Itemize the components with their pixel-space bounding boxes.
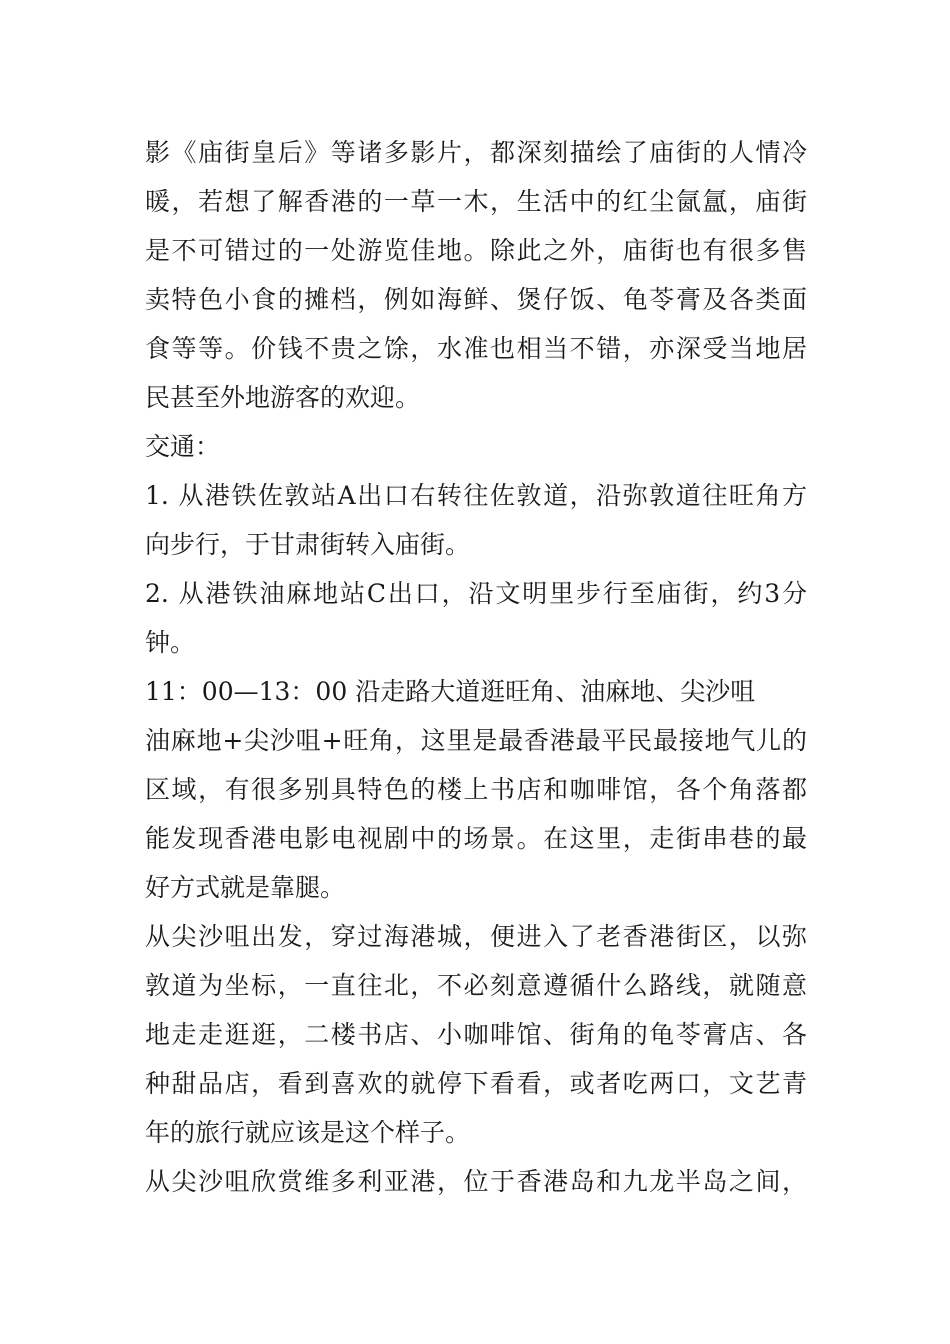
text-line: 从尖沙咀欣赏维多利亚港，位于香港岛和九龙半岛之间，: [145, 1167, 807, 1196]
text-line: 地走走逛逛，二楼书店、小咖啡馆、街角的龟苓膏店、各: [145, 1020, 807, 1049]
text-line: 油麻地+尖沙咀+旺角，这里是最香港最平民最接地气儿的: [145, 726, 807, 755]
text-line: 是不可错过的一处游览佳地。除此之外，庙街也有很多售: [145, 236, 807, 265]
list-item-continuation: 向步行，于甘肃街转入庙街。: [145, 530, 471, 559]
list-item: 1. 从港铁佐敦站A出口右转往佐敦道，沿弥敦道往旺角方: [145, 481, 807, 510]
document-body: [145, 128, 807, 1206]
text-line: 影《庙街皇后》等诸多影片，都深刻描绘了庙街的人情冷: [145, 138, 807, 167]
text-line: 从尖沙咀出发，穿过海港城，便进入了老香港街区，以弥: [145, 922, 807, 951]
text-line: 暖，若想了解香港的一草一木，生活中的红尘氤氲，庙街: [145, 187, 807, 216]
text-line: 敦道为坐标，一直往北，不必刻意遵循什么路线，就随意: [145, 971, 807, 1000]
section-heading: 交通：: [145, 432, 221, 461]
schedule-heading: 11：00—13：00 沿走路大道逛旺角、油麻地、尖沙咀: [145, 677, 756, 706]
list-item-continuation: 钟。: [145, 628, 196, 657]
text-line: 卖特色小食的摊档，例如海鲜、煲仔饭、龟苓膏及各类面: [145, 285, 807, 314]
text-line: 区域，有很多别具特色的楼上书店和咖啡馆，各个角落都: [145, 775, 807, 804]
text-line: 好方式就是靠腿。: [145, 873, 346, 902]
text-line: 能发现香港电影电视剧中的场景。在这里，走街串巷的最: [145, 824, 807, 853]
text-line: 食等等。价钱不贵之馀，水准也相当不错，亦深受当地居: [145, 334, 807, 363]
text-line: 民甚至外地游客的欢迎。: [145, 383, 421, 412]
list-item: 2. 从港铁油麻地站C出口，沿文明里步行至庙街，约3分: [145, 579, 807, 608]
text-line: 年的旅行就应该是这个样子。: [145, 1118, 471, 1147]
text-line: 种甜品店，看到喜欢的就停下看看，或者吃两口，文艺青: [145, 1069, 807, 1098]
